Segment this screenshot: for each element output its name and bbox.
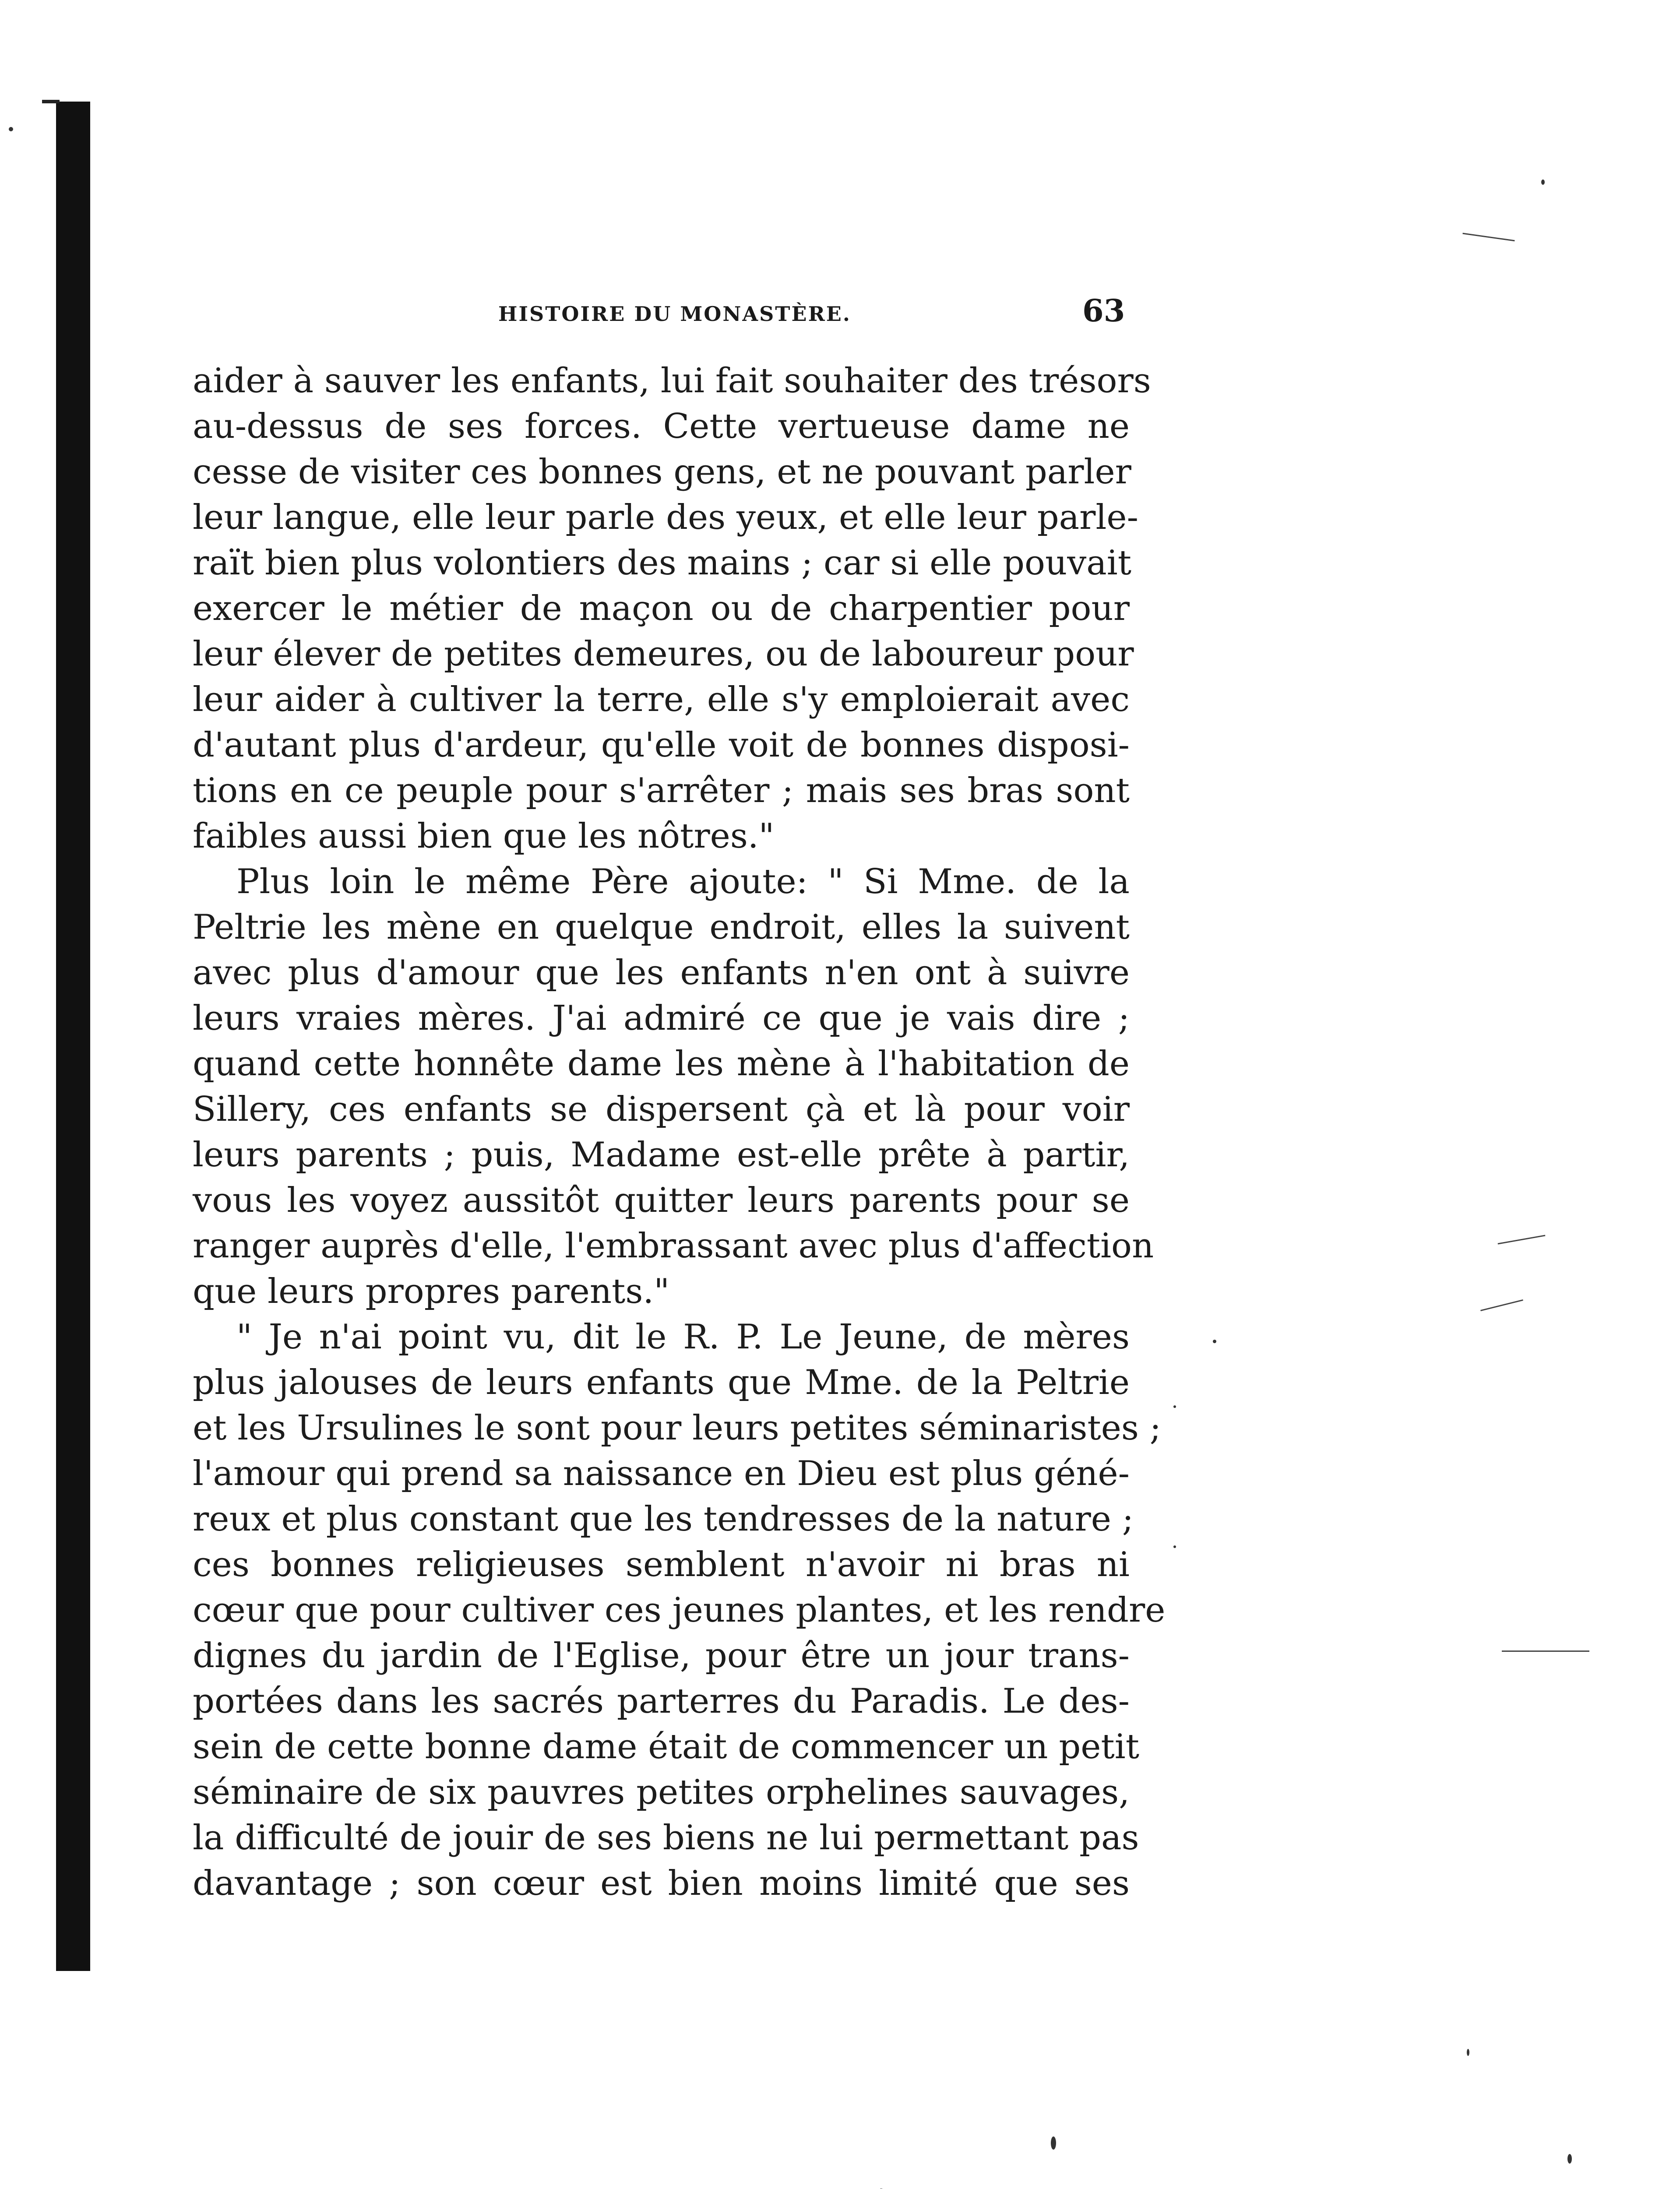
text-line: ces bonnes religieuses semblent n'avoir ni bras ni bbox=[193, 1545, 1130, 1584]
text-line: d'autant plus d'ardeur, qu'elle voit de bonnes disposi- bbox=[193, 725, 1130, 765]
text-line: portées dans les sacrés parterres du Paradis. Le des- bbox=[193, 1682, 1130, 1721]
scan-dash bbox=[1480, 1299, 1523, 1311]
scan-dash bbox=[1502, 1651, 1589, 1652]
text-line: leur langue, elle leur parle des yeux, et elle leur parle- bbox=[193, 498, 1138, 537]
scan-edge-bar bbox=[56, 102, 90, 1971]
text-line: aider à sauver les enfants, lui fait souhaiter des trésors bbox=[193, 361, 1151, 401]
scan-speck bbox=[1467, 2049, 1469, 2056]
scan-edge-bar-tip bbox=[42, 100, 60, 103]
text-line: Peltrie les mène en quelque endroit, elles la suivent bbox=[193, 908, 1130, 947]
text-line: leur élever de petites demeures, ou de laboureur pour bbox=[193, 634, 1134, 674]
text-line: sein de cette bonne dame était de commencer un petit bbox=[193, 1727, 1140, 1767]
text-line: ranger auprès d'elle, l'embrassant avec plus d'affection bbox=[193, 1226, 1154, 1266]
scan-speck bbox=[1567, 2154, 1572, 2164]
text-line: reux et plus constant que les tendresses de la nature ; bbox=[193, 1499, 1134, 1539]
text-line: dignes du jardin de l'Eglise, pour être un jour trans- bbox=[193, 1636, 1130, 1675]
text-line: leur aider à cultiver la terre, elle s'y emploierait avec bbox=[193, 680, 1130, 719]
text-line: Sillery, ces enfants se dispersent çà et là pour voir bbox=[193, 1090, 1130, 1129]
page-number: 63 bbox=[1082, 292, 1125, 329]
text-line: leurs vraies mères. J'ai admiré ce que je vais dire ; bbox=[193, 999, 1130, 1038]
text-line: la difficulté de jouir de ses biens ne lui permettant pas bbox=[193, 1818, 1139, 1858]
scan-speck bbox=[1213, 1340, 1216, 1343]
text-line: l'amour qui prend sa naissance en Dieu est plus géné- bbox=[193, 1454, 1130, 1493]
scan-speck bbox=[1173, 1405, 1176, 1408]
text-line: " Je n'ai point vu, dit le R. P. Le Jeune, de mères bbox=[236, 1317, 1130, 1357]
text-line: et les Ursulines le sont pour leurs petites séminaristes ; bbox=[193, 1408, 1161, 1448]
scan-speck bbox=[1541, 179, 1545, 185]
text-line: cœur que pour cultiver ces jeunes plantes, et les rendre bbox=[193, 1591, 1166, 1630]
text-line: faibles aussi bien que les nôtres." bbox=[193, 816, 775, 856]
text-line: quand cette honnête dame les mène à l'habitation de bbox=[193, 1044, 1130, 1084]
running-title: HISTOIRE DU MONASTÈRE. bbox=[498, 302, 851, 326]
text-line: Plus loin le même Père ajoute: " Si Mme. de la bbox=[236, 862, 1130, 901]
text-line: plus jalouses de leurs enfants que Mme. de la Peltrie bbox=[193, 1363, 1130, 1402]
body-text bbox=[193, 358, 1166, 1906]
text-line: tions en ce peuple pour s'arrêter ; mais ses bras sont bbox=[193, 771, 1130, 810]
text-line: séminaire de six pauvres petites orphelines sauvages, bbox=[193, 1773, 1130, 1812]
text-line: exercer le métier de maçon ou de charpentier pour bbox=[193, 589, 1130, 628]
text-line: vous les voyez aussitôt quitter leurs parents pour se bbox=[193, 1181, 1130, 1220]
text-line: au-dessus de ses forces. Cette vertueuse dame ne bbox=[193, 407, 1130, 446]
text-line: davantage ; son cœur est bien moins limité que ses bbox=[193, 1864, 1130, 1903]
scan-dash bbox=[1498, 1235, 1546, 1244]
text-line: cesse de visiter ces bonnes gens, et ne pouvant parler bbox=[193, 452, 1131, 492]
text-line: leurs parents ; puis, Madame est-elle prête à partir, bbox=[193, 1135, 1130, 1175]
scan-speck bbox=[1173, 1545, 1176, 1548]
text-line: avec plus d'amour que les enfants n'en ont à suivre bbox=[193, 953, 1130, 992]
text-line: que leurs propres parents." bbox=[193, 1272, 670, 1311]
scan-speck bbox=[9, 127, 13, 131]
scan-dash bbox=[1462, 233, 1514, 242]
text-line: raït bien plus volontiers des mains ; car si elle pouvait bbox=[193, 543, 1132, 583]
scan-speck bbox=[1051, 2136, 1056, 2150]
